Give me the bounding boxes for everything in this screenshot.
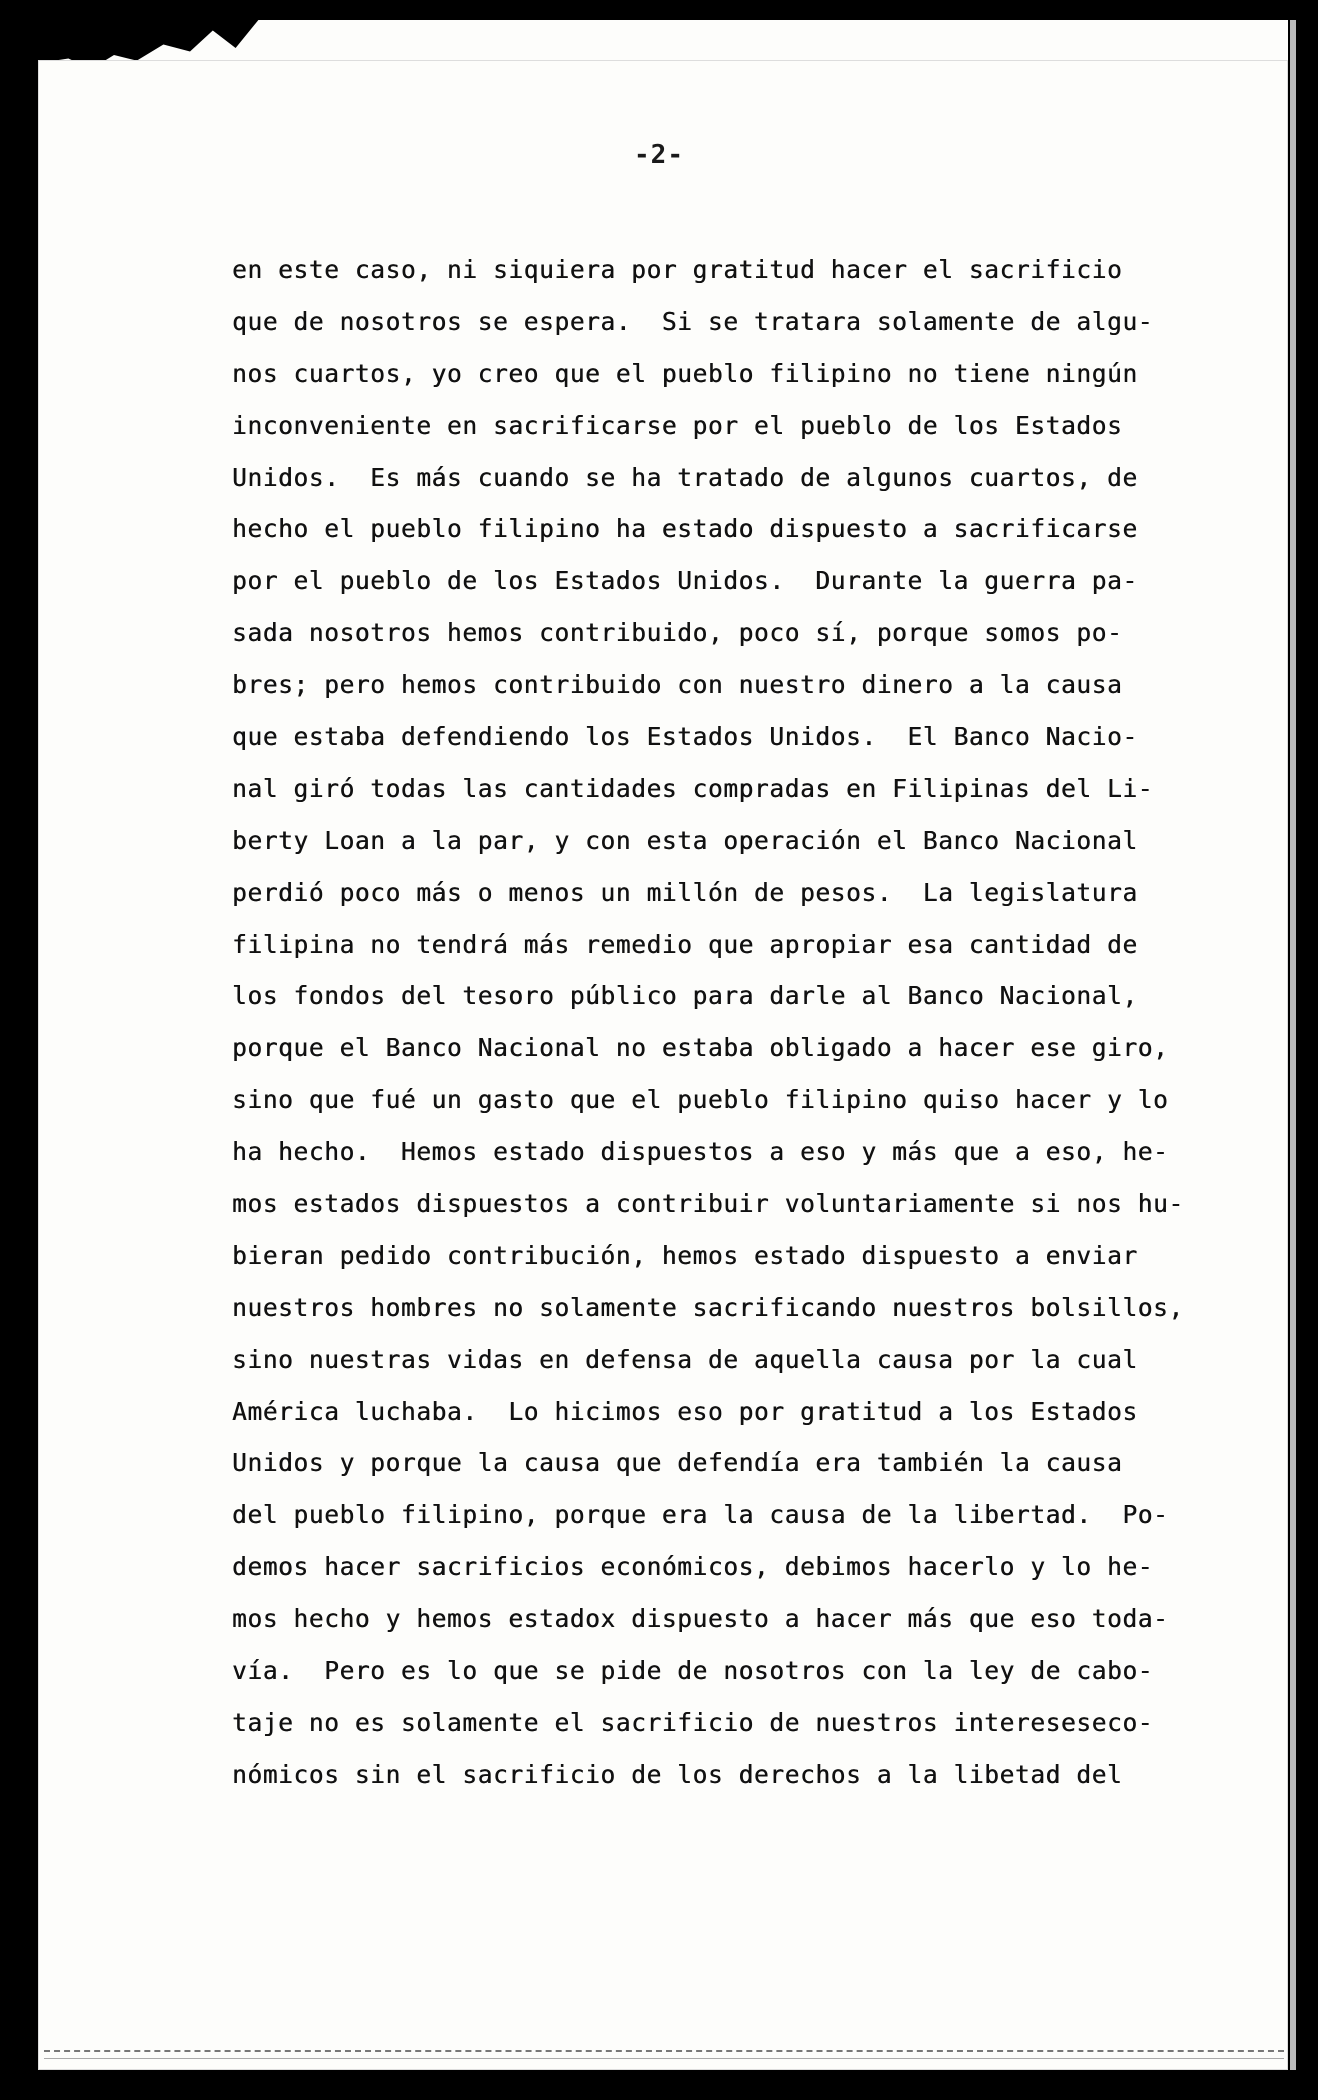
text-line: sino que fué un gasto que el pueblo filipino quiso hacer y lo xyxy=(232,1085,1169,1115)
text-line: Unidos y porque la causa que defendía era también la causa xyxy=(232,1448,1123,1478)
bottom-scan-rule-secondary xyxy=(44,2058,1284,2059)
text-line: taje no es solamente el sacrificio de nuestros intereseseco- xyxy=(232,1707,1154,1737)
text-line: demos hacer sacrificios económicos, debimos hacerlo y lo he- xyxy=(232,1552,1154,1582)
text-line: los fondos del tesoro público para darle al Banco Nacional, xyxy=(232,981,1138,1011)
text-line: del pueblo filipino, porque era la causa de la libertad. Po- xyxy=(232,1500,1169,1530)
text-line: nuestros hombres no solamente sacrificando nuestros bolsillos, xyxy=(232,1292,1184,1322)
text-line: que de nosotros se espera. Si se tratara solamente de algu- xyxy=(232,306,1154,336)
text-line: nómicos sin el sacrificio de los derechos a la libetad del xyxy=(232,1759,1123,1789)
text-line: mos estados dispuestos a contribuir voluntariamente si nos hu- xyxy=(232,1189,1184,1219)
text-line: sada nosotros hemos contribuido, poco sí, porque somos po- xyxy=(232,618,1123,648)
text-line: Unidos. Es más cuando se ha tratado de algunos cuartos, de xyxy=(232,462,1138,492)
text-line: bres; pero hemos contribuido con nuestro dinero a la causa xyxy=(232,670,1123,700)
text-line: perdió poco más o menos un millón de pesos. La legislatura xyxy=(232,877,1138,907)
text-line: que estaba defendiendo los Estados Unidos. El Banco Nacio- xyxy=(232,722,1138,752)
text-line: América luchaba. Lo hicimos eso por gratitud a los Estados xyxy=(232,1396,1138,1426)
text-line: ha hecho. Hemos estado dispuestos a eso y más que a eso, he- xyxy=(232,1137,1169,1167)
text-line: sino nuestras vidas en defensa de aquella causa por la cual xyxy=(232,1344,1138,1374)
page-number: -2- xyxy=(634,140,684,170)
text-line: hecho el pueblo filipino ha estado dispuesto a sacrificarse xyxy=(232,514,1138,544)
text-line: vía. Pero es lo que se pide de nosotros con la ley de cabo- xyxy=(232,1656,1154,1686)
text-line: berty Loan a la par, y con esta operación el Banco Nacional xyxy=(232,825,1138,855)
text-line: bieran pedido contribución, hemos estado dispuesto a enviar xyxy=(232,1240,1138,1270)
paper-top-edge xyxy=(418,20,1288,62)
paper-right-edge xyxy=(1290,20,1296,2070)
bottom-scan-rule xyxy=(44,2050,1284,2052)
text-line: por el pueblo de los Estados Unidos. Durante la guerra pa- xyxy=(232,566,1138,596)
text-line: nos cuartos, yo creo que el pueblo filipino no tiene ningún xyxy=(232,358,1138,388)
text-line: mos hecho y hemos estadox dispuesto a hacer más que eso toda- xyxy=(232,1604,1169,1634)
text-line: nal giró todas las cantidades compradas en Filipinas del Li- xyxy=(232,773,1154,803)
text-line: inconveniente en sacrificarse por el pueblo de los Estados xyxy=(232,410,1123,440)
text-line: filipina no tendrá más remedio que apropiar esa cantidad de xyxy=(232,929,1138,959)
text-line: porque el Banco Nacional no estaba obligado a hacer ese giro, xyxy=(232,1033,1169,1063)
typed-body-text xyxy=(232,244,1232,1801)
text-line: en este caso, ni siquiera por gratitud hacer el sacrificio xyxy=(232,255,1123,284)
